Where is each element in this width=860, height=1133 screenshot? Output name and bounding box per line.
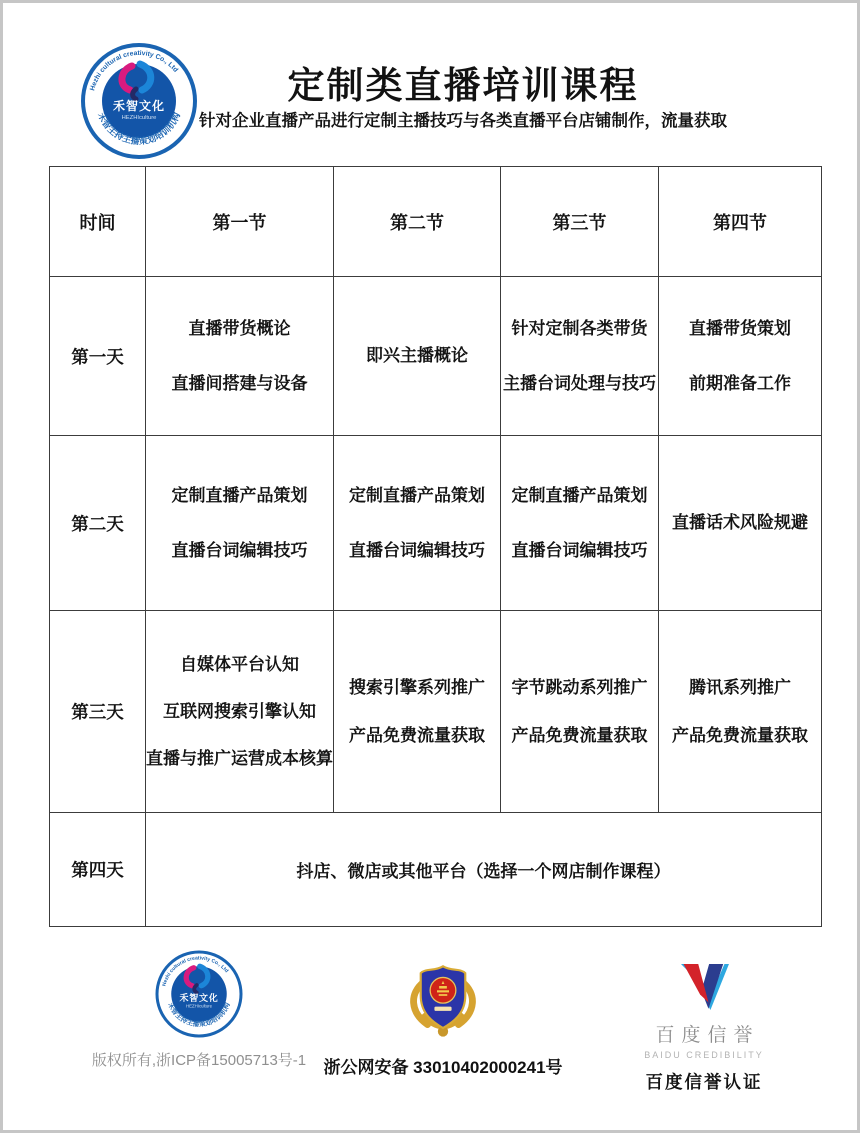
course-line: 产品免费流量获取 [672, 725, 808, 745]
course-line: 针对定制各类带货 [511, 319, 648, 339]
table-row [50, 813, 822, 927]
page-title: 定制类直播培训课程 [287, 65, 639, 106]
course-cell-merged: 抖店、微店或其他平台（选择一个网店制作课程） [146, 813, 822, 927]
footer-baidu-block[interactable] [601, 961, 807, 1094]
course-line: 腾讯系列推广 [689, 678, 791, 698]
course-line: 产品免费流量获取 [349, 725, 485, 745]
course-line: 直播台词编辑技巧 [171, 540, 308, 560]
course-cell [501, 436, 659, 611]
course-cell [659, 277, 822, 436]
course-line: 直播带货策划 [689, 319, 791, 339]
column-header-time: 时间 [50, 167, 146, 277]
row-label-day-4: 第四天 [50, 813, 146, 927]
hezhi-logo-small [154, 949, 244, 1039]
page-subtitle: 针对企业直播产品进行定制主播技巧与各类直播平台店铺制作，流量获取 [199, 112, 727, 130]
course-line: 即兴主播概论 [366, 346, 468, 366]
column-header-session-3: 第三节 [501, 167, 659, 277]
police-badge-icon[interactable] [400, 956, 486, 1040]
course-line: 直播带货概论 [188, 319, 291, 339]
course-line: 直播台词编辑技巧 [349, 540, 485, 560]
course-line: 前期准备工作 [689, 373, 791, 393]
footer-company-block [69, 949, 329, 1070]
table-row [50, 277, 822, 436]
course-line: 自媒体平台认知 [180, 654, 299, 674]
course-line: 互联网搜索引擎认知 [163, 701, 316, 721]
course-line: 字节跳动系列推广 [511, 678, 648, 698]
table-header-row [50, 167, 822, 277]
table-row [50, 436, 822, 611]
baidu-v-icon[interactable] [672, 961, 736, 1013]
course-line: 产品免费流量获取 [511, 725, 648, 745]
course-cell [146, 277, 334, 436]
course-line: 直播间搭建与设备 [171, 373, 308, 393]
icp-record-text: 版权所有,浙ICP备15005713号-1 [91, 1052, 307, 1069]
course-cell [146, 436, 334, 611]
column-header-session-1: 第一节 [146, 167, 334, 277]
baidu-credibility-en: BAIDU CREDIBILITY [644, 1050, 764, 1060]
course-cell [501, 611, 659, 813]
course-line: 搜索引擎系列推广 [349, 678, 485, 698]
footer-police-block[interactable] [303, 956, 583, 1078]
course-cell [659, 436, 822, 611]
police-record-text[interactable]: 浙公网安备 33010402000241号 [323, 1058, 563, 1077]
course-line: 直播话术风险规避 [672, 513, 808, 533]
course-line: 直播与推广运营成本核算 [146, 749, 333, 769]
course-cell [146, 611, 334, 813]
row-label-day-1: 第一天 [50, 277, 146, 436]
table-row [50, 611, 822, 813]
course-cell [334, 436, 501, 611]
course-line: 定制直播产品策划 [171, 486, 308, 506]
baidu-credibility-cn: 百度信誉 [655, 1025, 760, 1046]
row-label-day-3: 第三天 [50, 611, 146, 813]
column-header-session-4: 第四节 [659, 167, 822, 277]
course-cell [334, 611, 501, 813]
course-line: 定制直播产品策划 [511, 486, 648, 506]
row-label-day-2: 第二天 [50, 436, 146, 611]
course-schedule-table [49, 166, 822, 927]
course-cell [334, 277, 501, 436]
baidu-cert-text[interactable]: 百度信誉认证 [645, 1072, 763, 1092]
course-line: 直播台词编辑技巧 [511, 540, 648, 560]
column-header-session-2: 第二节 [334, 167, 501, 277]
course-line: 主播台词处理与技巧 [503, 373, 656, 393]
course-cell [659, 611, 822, 813]
course-cell [501, 277, 659, 436]
course-line: 定制直播产品策划 [349, 486, 485, 506]
